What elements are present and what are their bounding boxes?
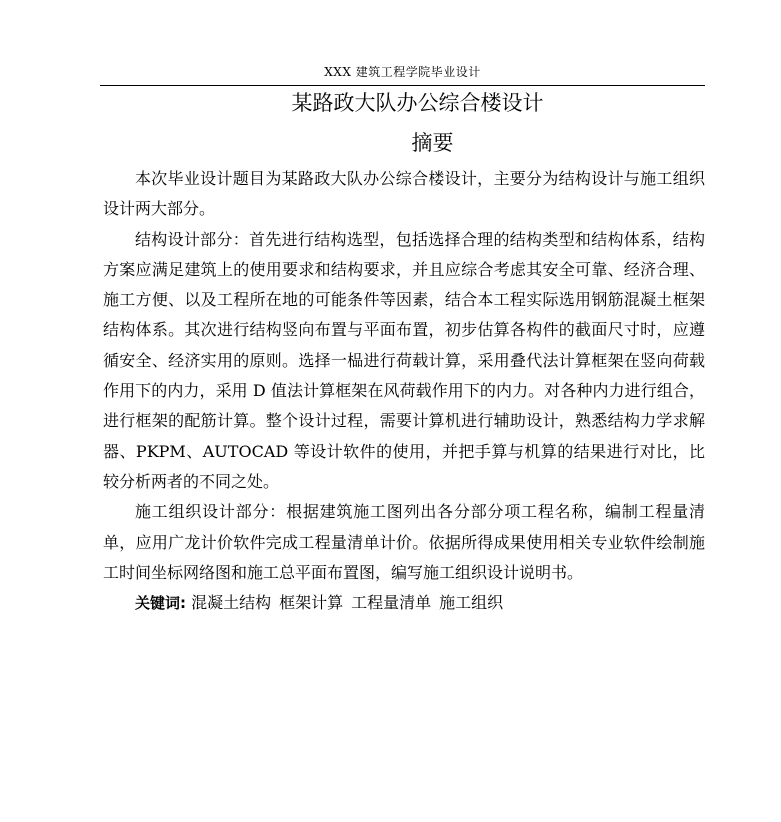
page-header: XXX 建筑工程学院毕业设计 [324, 65, 481, 79]
header-rule [100, 85, 705, 86]
keywords-label: 关键词: [135, 594, 186, 613]
keyword-item: 施工组织 [439, 593, 504, 613]
paragraph-structural-design: 结构设计部分：首先进行结构选型，包括选择合理的结构类型和结构体系，结构方案应满足建筑上的使用要求和结构要求，并且应综合考虑其安全可靠、经济合理、施工方便、以及工程所在地的可能条件等因素，结合本工程实际选用钢筋混凝土框架结构体系。其次进行结构竖向布置与平面布置，初步估算各构件的截面尺寸时，应遵循安全、经济实用的原则。选择一榀进行荷载计算，采用叠代法计算框架在竖向荷载作用下的内力，采用 D 值法计算框架在风荷载作用下的内力。对各种内力进行组合，进行框架的配筋计算。整个设计过程，需要计算机进行辅助设计，熟悉结构力学求解器、PKPM、AUTOCAD 等设计软件的使用，并把手算与机算的结果进行对比，比较分析两者的不同之处。 [103, 229, 705, 491]
abstract-body [103, 164, 705, 618]
paragraph-construction-organization: 施工组织设计部分：根据建筑施工图列出各分部分项工程名称，编制工程量清单，应用广龙计价软件完成工程量清单计价。依据所得成果使用相关专业软件绘制施工时间坐标网络图和施工总平面布置图，编写施工组织设计说明书。 [103, 502, 705, 582]
keyword-item: 混凝土结构 [191, 593, 272, 613]
keywords-line [103, 588, 705, 618]
keyword-item: 框架计算 [279, 593, 344, 613]
document-title: 某路政大队办公综合楼设计 [291, 91, 544, 115]
abstract-heading: 摘要 [411, 131, 454, 155]
paragraph-intro: 本次毕业设计题目为某路政大队办公综合楼设计，主要分为结构设计与施工组织设计两大部分。 [103, 169, 705, 219]
keyword-item: 工程量清单 [351, 593, 432, 613]
